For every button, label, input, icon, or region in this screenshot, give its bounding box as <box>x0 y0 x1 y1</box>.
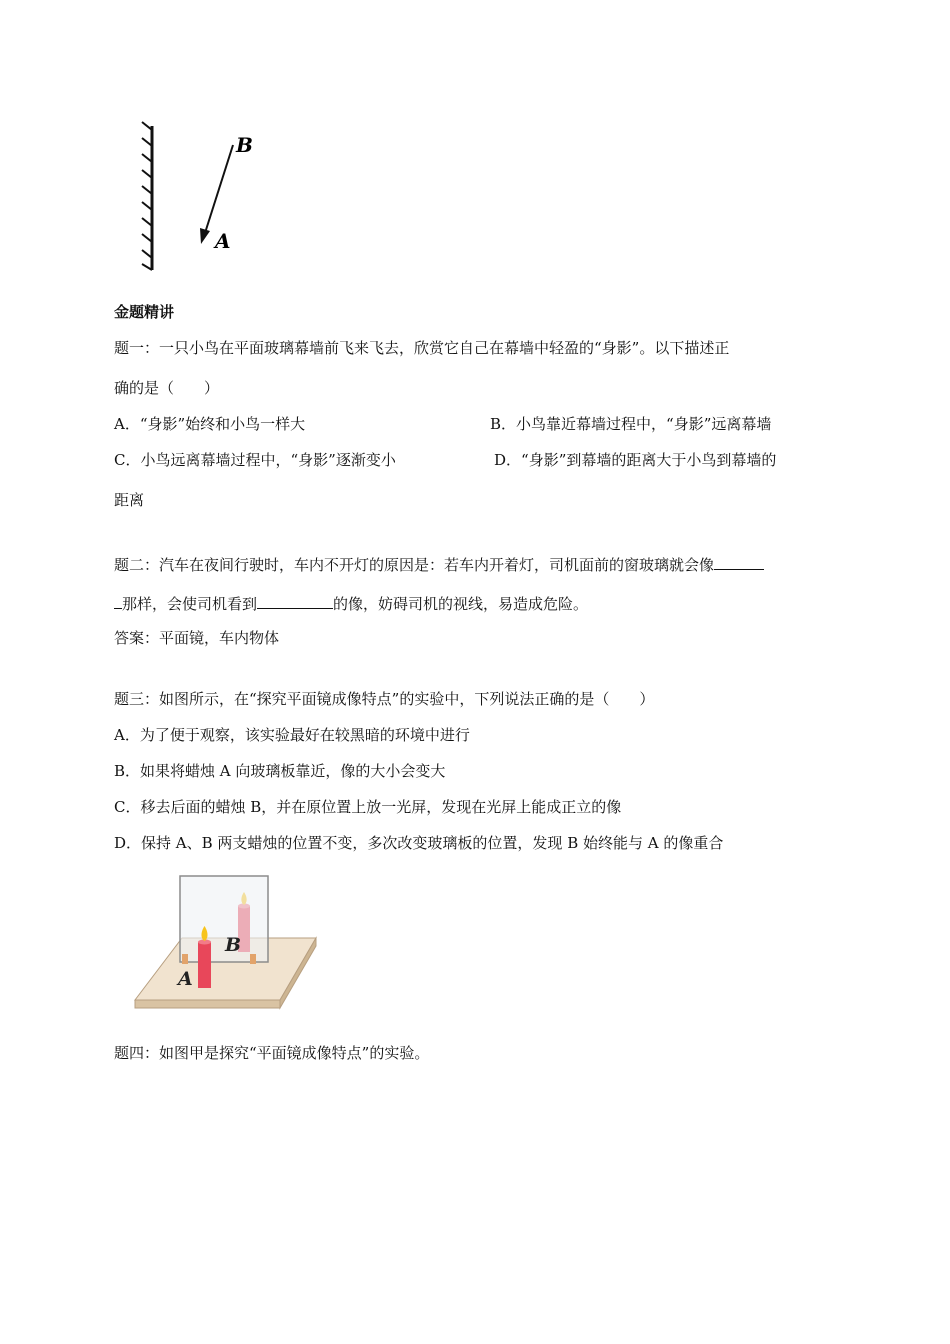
ray-arrow-line <box>205 145 233 233</box>
glass-plate <box>180 876 268 962</box>
q3-option-c: C．移去后面的蜡烛 B，并在原位置上放一光屏，发现在光屏上能成正立的像 <box>114 798 622 816</box>
q1-option-d: D．“身影”到幕墙的距离大于小鸟到幕墙的 <box>494 451 777 469</box>
support-right <box>250 954 256 964</box>
mirror-arrow-figure <box>110 118 270 278</box>
q1-option-d-cont: 距离 <box>114 491 145 509</box>
support-left <box>182 954 188 964</box>
q2-stem-part1: 题二：汽车在夜间行驶时，车内不开灯的原因是：若车内开着灯，司机面前的窗玻璃就会像 <box>114 556 715 574</box>
board-front-edge <box>135 1000 280 1008</box>
label-a: A <box>178 968 193 990</box>
label-b: B <box>225 934 242 956</box>
q1-option-c: C．小鸟远离幕墙过程中，“身影”逐渐变小 <box>114 451 396 469</box>
q2-blank-2 <box>257 592 333 609</box>
q2-answer: 答案：平面镜，车内物体 <box>114 629 280 647</box>
q2-stem-line1 <box>114 553 764 575</box>
candle-a <box>198 942 211 988</box>
q1-stem-line1: 题一：一只小鸟在平面玻璃幕墙前飞来飞去，欣赏它自己在幕墙中轻盈的“身影”。以下描述正 <box>114 339 730 357</box>
q1-option-a: A．“身影”始终和小鸟一样大 <box>114 415 306 433</box>
q4-stem: 题四：如图甲是探究“平面镜成像特点”的实验。 <box>114 1044 430 1062</box>
q1-options-row2 <box>114 450 834 470</box>
q1-option-b: B．小鸟靠近幕墙过程中，“身影”远离幕墙 <box>490 415 772 433</box>
q2-stem-line2 <box>114 592 588 614</box>
q3-stem: 题三：如图所示，在“探究平面镜成像特点”的实验中，下列说法正确的是（ ） <box>114 690 655 708</box>
q3-option-d: D．保持 A、B 两支蜡烛的位置不变，多次改变玻璃板的位置，发现 B 始终能与 A 的像重合 <box>114 834 724 852</box>
q2-stem-part2: 那样，会使司机看到 <box>122 595 258 613</box>
q2-stem-part3: 的像，妨碍司机的视线，易造成危险。 <box>333 595 589 613</box>
q3-option-a: A．为了便于观察，该实验最好在较黑暗的环境中进行 <box>114 726 470 744</box>
q2-blank-1b <box>114 592 122 609</box>
q1-stem-line2: 确的是（ ） <box>114 379 220 397</box>
q1-options-row1 <box>114 414 834 434</box>
section-title: 金题精讲 <box>114 303 175 321</box>
q3-option-b: B．如果将蜡烛 A 向玻璃板靠近，像的大小会变大 <box>114 762 446 780</box>
arrowhead <box>200 228 210 244</box>
q2-blank-1a <box>714 553 764 570</box>
candle-experiment-figure <box>130 872 325 1014</box>
label-b: B <box>236 133 253 157</box>
label-a: A <box>215 229 231 253</box>
